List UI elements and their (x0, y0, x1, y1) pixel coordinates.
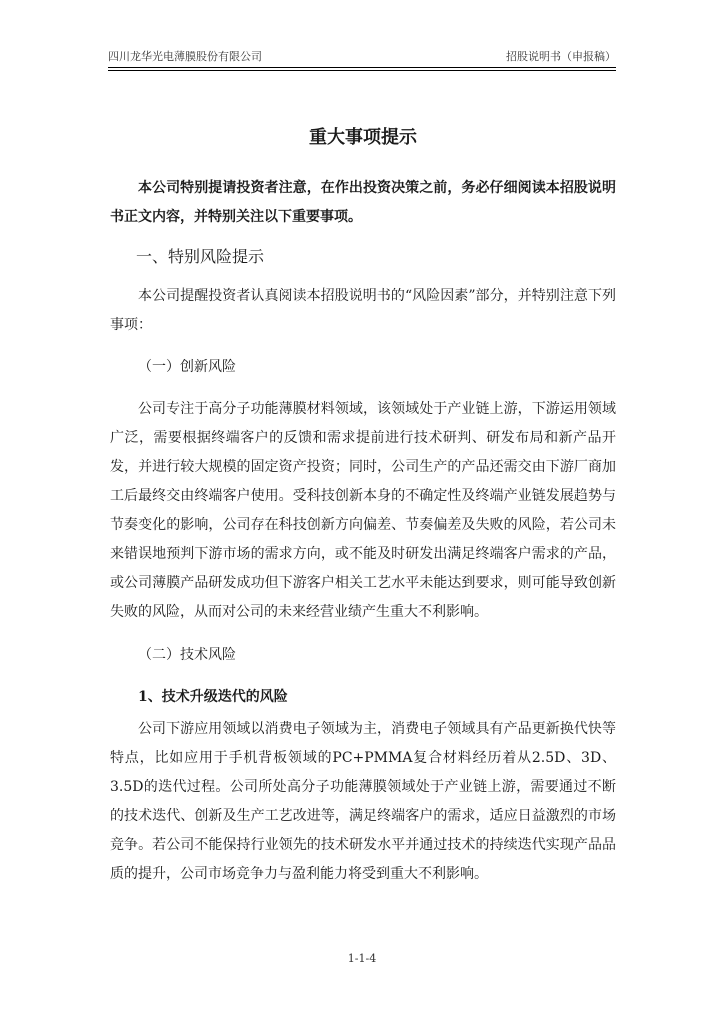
item-paragraph-tech-upgrade-risk: 公司下游应用领域以消费电子领域为主，消费电子领域具有产品更新换代快等特点，比如应用于手机背板领域的PC+PMMA复合材料经历着从2.5D、3D、3.5D的迭代过程。公司所处高分子功能薄膜领域处于产业链上游，需要通过不断的技术迭代、创新及生产工艺改进等，满足终端客户的需求，适应日益激烈的市场竞争。若公司不能保持行业领先的技术研发水平并通过技术的持续迭代实现产品品质的提升，公司市场竞争力与盈利能力将受到重大不利影响。 (110, 721, 616, 882)
intro-paragraph: 本公司特别提请投资者注意，在作出投资决策之前，务必仔细阅读本招股说明书正文内容，并特别关注以下重要事项。 (110, 180, 616, 225)
subsection-paragraph-innovation-risk: 公司专注于高分子功能薄膜材料领域，该领域处于产业链上游，下游运用领域广泛，需要根据终端客户的反馈和需求提前进行技术研判、研发布局和新产品开发，并进行较大规模的固定资产投资；同时，公司生产的产品还需交由下游厂商加工后最终交由终端客户使用。受科技创新本身的不确定性及终端产业链发展趋势与节奏变化的影响，公司存在科技创新方向偏差、节奏偏差及失败的风险，若公司未来错误地预判下游市场的需求方向，或不能及时研发出满足终端客户需求的产品，或公司薄膜产品研发成功但下游客户相关工艺水平未能达到要求，则可能导致创新失败的风险，从而对公司的未来经营业绩产生重大不利影响。 (110, 401, 616, 620)
header-company: 四川龙华光电薄膜股份有限公司 (108, 50, 262, 63)
running-header (108, 48, 616, 68)
subsection-heading-innovation-risk: （一）创新风险 (138, 359, 236, 375)
section-paragraph-risk-notice: 本公司提醒投资者认真阅读本招股说明书的“风险因素”部分，并特别注意下列事项： (110, 288, 616, 333)
subsection-heading-technology-risk: （二）技术风险 (138, 647, 236, 663)
header-doc-type: 招股说明书（申报稿） (506, 50, 616, 63)
main-content (110, 122, 616, 889)
item-heading-tech-upgrade-risk: 1、技术升级迭代的风险 (138, 689, 288, 705)
section-heading-special-risks: 一、特别风险提示 (136, 247, 265, 266)
page-number: 1-1-4 (347, 952, 377, 965)
page-title: 重大事项提示 (309, 127, 417, 148)
